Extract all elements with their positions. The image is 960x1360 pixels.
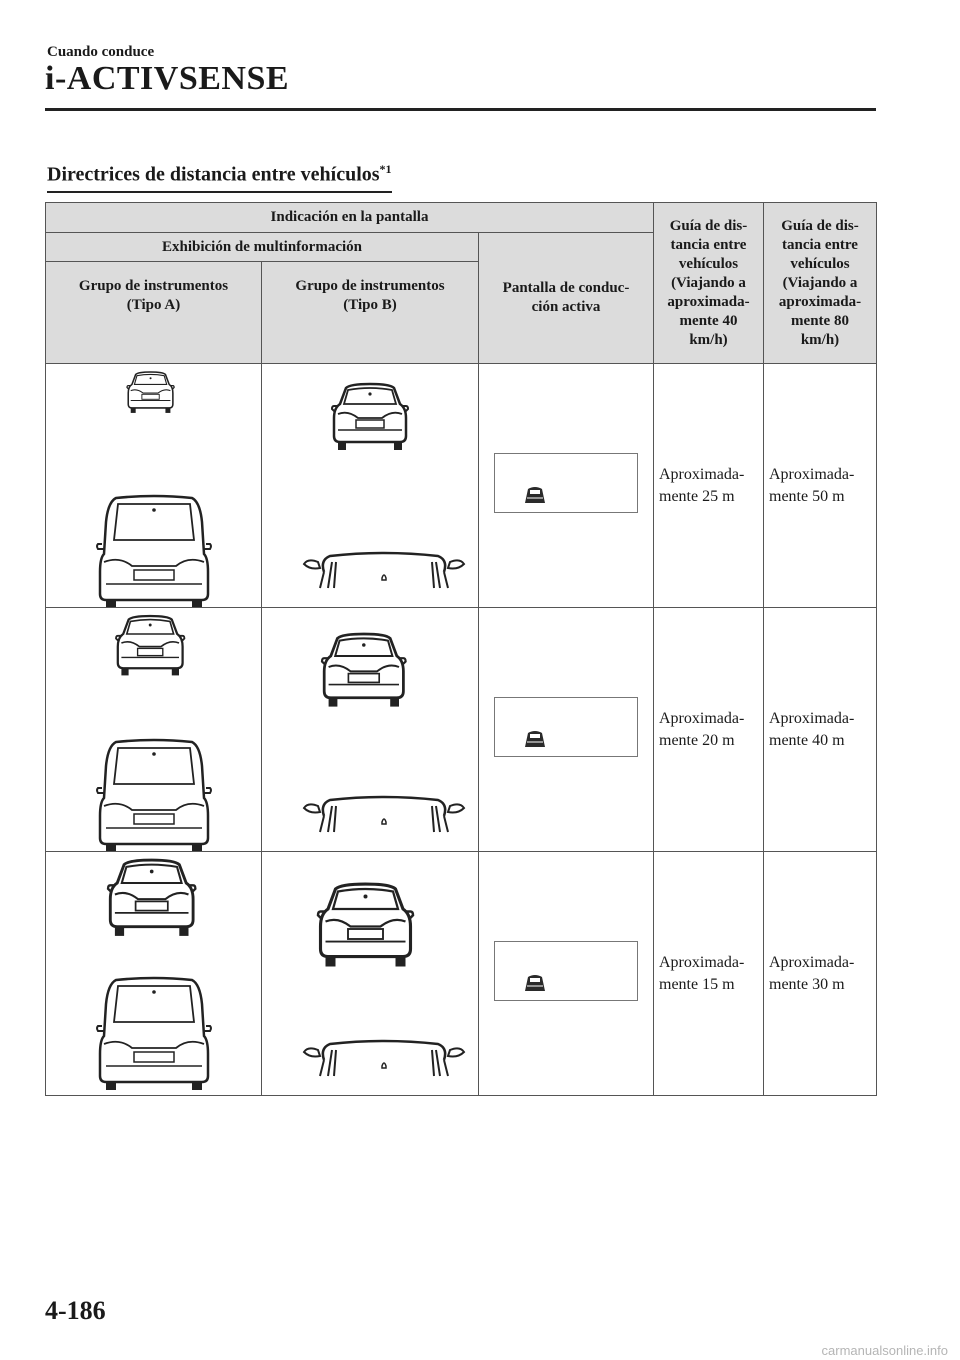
guide-80-value: Aproximada- mente 50 m xyxy=(764,364,877,608)
own-car-hood-icon xyxy=(304,797,464,832)
active-driving-screen xyxy=(494,941,638,1001)
car-top-icon xyxy=(97,740,211,851)
type-a-illustration xyxy=(46,364,262,608)
active-display-illustration xyxy=(479,852,654,1096)
car-front-icon xyxy=(525,485,545,503)
header-guide-80-text: Guía de dis- tancia entre vehículos (Viajando a aproximada- mente 80 km/h) xyxy=(778,217,862,348)
type-a-cluster-image xyxy=(46,852,262,1095)
type-a-illustration xyxy=(46,852,262,1096)
header-cluster-type-b xyxy=(262,262,479,364)
type-b-illustration xyxy=(262,364,479,608)
table-row xyxy=(46,364,877,608)
header-guide-40-text: Guía de dis- tancia entre vehículos (Viajando a aproximada- mente 40 km/h) xyxy=(667,217,750,348)
table-row xyxy=(46,852,877,1096)
type-b-cluster-image xyxy=(262,364,479,607)
header-active-driving-display xyxy=(479,233,654,364)
chapter-title: i-ACTIVSENSE xyxy=(45,60,290,97)
car-rear-icon xyxy=(332,384,408,450)
active-display-illustration xyxy=(479,608,654,852)
heading-footnote: *1 xyxy=(379,162,392,176)
car-rear-icon xyxy=(108,860,195,936)
header-guide-40 xyxy=(654,203,764,364)
header-rule xyxy=(45,108,876,111)
header-active-text: Pantalla de conduc- ción activa xyxy=(502,280,630,315)
car-rear-icon xyxy=(116,616,184,675)
active-driving-screen xyxy=(494,453,638,513)
guide-40-value: Aproximada- mente 25 m xyxy=(654,364,764,608)
car-top-icon xyxy=(97,978,211,1090)
table-row xyxy=(46,608,877,852)
active-display-illustration xyxy=(479,364,654,608)
watermark: carmanualsonline.info xyxy=(821,1343,948,1358)
heading-text: Directrices de distancia entre vehículos xyxy=(47,163,380,186)
header-type-a-text: Grupo de instrumentos (Tipo A) xyxy=(78,277,229,313)
page-number: 4-186 xyxy=(45,1296,106,1325)
type-b-cluster-image xyxy=(262,852,479,1095)
type-b-cluster-image xyxy=(262,608,479,851)
header-multi-info-display: Exhibición de multinformación xyxy=(46,233,479,262)
car-rear-icon xyxy=(318,884,413,967)
header-guide-80 xyxy=(764,203,877,364)
type-a-cluster-image xyxy=(46,608,262,851)
active-driving-screen xyxy=(494,697,638,757)
header-cluster-type-a xyxy=(46,262,262,364)
distance-guide-table xyxy=(45,202,877,1096)
own-car-hood-icon xyxy=(304,1041,464,1076)
guide-80-value: Aproximada- mente 40 m xyxy=(764,608,877,852)
car-rear-icon xyxy=(322,634,406,707)
section-label: Cuando conduce xyxy=(47,44,155,60)
guide-40-value: Aproximada- mente 15 m xyxy=(654,852,764,1096)
type-a-cluster-image xyxy=(46,364,262,607)
guide-80-value: Aproximada- mente 30 m xyxy=(764,852,877,1096)
header-type-b-text: Grupo de instrumentos (Tipo B) xyxy=(295,277,445,313)
car-front-icon xyxy=(525,973,545,991)
own-car-hood-icon xyxy=(304,553,464,588)
car-top-icon xyxy=(97,496,211,607)
type-a-illustration xyxy=(46,608,262,852)
car-front-icon xyxy=(525,729,545,747)
guide-40-value: Aproximada- mente 20 m xyxy=(654,608,764,852)
type-b-illustration xyxy=(262,852,479,1096)
page-heading xyxy=(47,162,392,193)
type-b-illustration xyxy=(262,608,479,852)
header-display-indication: Indicación en la pantalla xyxy=(46,203,654,233)
car-rear-icon xyxy=(127,372,174,413)
